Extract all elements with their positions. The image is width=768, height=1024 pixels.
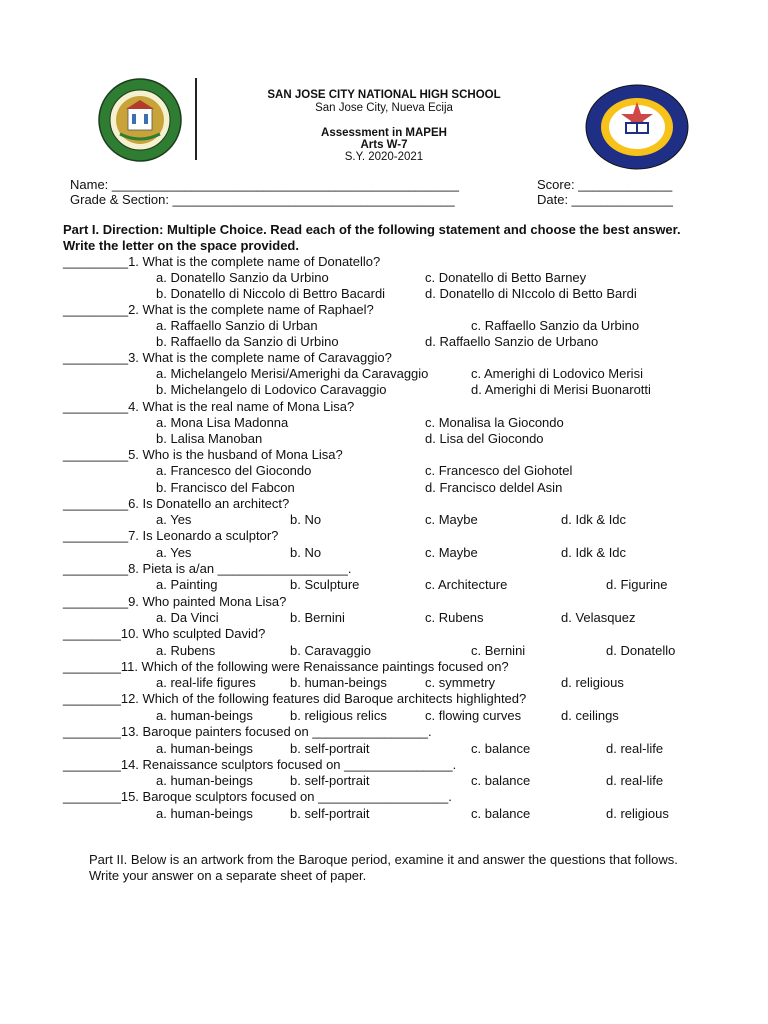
q12-option-b[interactable]: b. religious relics [290, 708, 387, 723]
question-2: _________2. What is the complete name of Raphael? [63, 302, 374, 317]
q6-option-b[interactable]: b. No [290, 512, 322, 527]
q8-option-c[interactable]: c. Architecture [425, 577, 508, 592]
q6-option-c[interactable]: c. Maybe [425, 512, 478, 527]
q10-option-d[interactable]: d. Donatello [606, 643, 676, 658]
q10-option-c[interactable]: c. Bernini [471, 643, 526, 658]
q2-option-c[interactable]: c. Raffaello Sanzio da Urbino [471, 318, 640, 333]
school-year: S.Y. 2020-2021 [344, 151, 424, 163]
q4-option-c[interactable]: c. Monalisa la Giocondo [425, 415, 564, 430]
q5-option-b[interactable]: b. Francisco del Fabcon [156, 480, 295, 495]
q14-option-b[interactable]: b. self-portrait [290, 773, 370, 788]
question-9: _________9. Who painted Mona Lisa? [63, 594, 287, 609]
question-10: ________10. Who sculpted David? [63, 626, 266, 641]
q2-option-b[interactable]: b. Raffaello da Sanzio di Urbino [156, 334, 339, 349]
q9-option-a[interactable]: a. Da Vinci [156, 610, 219, 625]
q9-option-c[interactable]: c. Rubens [425, 610, 484, 625]
question-6: _________6. Is Donatello an architect? [63, 496, 290, 511]
q1-option-b[interactable]: b. Donatello di Niccolo di Bettro Bacardi [156, 286, 386, 301]
q11-option-d[interactable]: d. religious [561, 675, 624, 690]
question-3: _________3. What is the complete name of Caravaggio? [63, 350, 392, 365]
q1-option-d[interactable]: d. Donatello di NIccolo di Betto Bardi [425, 286, 637, 301]
q9-option-b[interactable]: b. Bernini [290, 610, 345, 625]
q15-option-a[interactable]: a. human-beings [156, 806, 253, 821]
q5-option-a[interactable]: a. Francesco del Giocondo [156, 463, 312, 478]
q13-option-d[interactable]: d. real-life [606, 741, 664, 756]
q8-option-a[interactable]: a. Painting [156, 577, 218, 592]
q15-option-c[interactable]: c. balance [471, 806, 531, 821]
q15-option-b[interactable]: b. self-portrait [290, 806, 370, 821]
q12-option-a[interactable]: a. human-beings [156, 708, 253, 723]
q14-option-a[interactable]: a. human-beings [156, 773, 253, 788]
school-name: SAN JOSE CITY NATIONAL HIGH SCHOOL [267, 89, 501, 101]
q7-option-a[interactable]: a. Yes [156, 545, 192, 560]
grade-section-field[interactable]: Grade & Section: _______________________________________ [70, 192, 455, 207]
q15-option-d[interactable]: d. religious [606, 806, 669, 821]
score-field[interactable]: Score: _____________ [537, 177, 673, 192]
q3-option-d[interactable]: d. Amerighi di Merisi Buonarotti [471, 382, 651, 397]
q4-option-a[interactable]: a. Mona Lisa Madonna [156, 415, 289, 430]
q11-option-b[interactable]: b. human-beings [290, 675, 387, 690]
question-8: _________8. Pieta is a/an __________________. [63, 561, 352, 576]
question-12: ________12. Which of the following features did Baroque architects highlighted? [63, 691, 527, 706]
q10-option-a[interactable]: a. Rubens [156, 643, 216, 658]
question-15: ________15. Baroque sculptors focused on __________________. [63, 789, 452, 804]
q8-option-b[interactable]: b. Sculpture [290, 577, 360, 592]
q2-option-a[interactable]: a. Raffaello Sanzio di Urban [156, 318, 318, 333]
q4-option-b[interactable]: b. Lalisa Manoban [156, 431, 263, 446]
q11-option-a[interactable]: a. real-life figures [156, 675, 256, 690]
question-11: ________11. Which of the following were Renaissance paintings focused on? [63, 659, 509, 674]
q12-option-c[interactable]: c. flowing curves [425, 708, 522, 723]
q7-option-b[interactable]: b. No [290, 545, 322, 560]
q7-option-d[interactable]: d. Idk & Idc [561, 545, 627, 560]
question-1: _________1. What is the complete name of Donatello? [63, 254, 381, 269]
q11-option-c[interactable]: c. symmetry [425, 675, 496, 690]
q2-option-d[interactable]: d. Raffaello Sanzio de Urbano [425, 334, 599, 349]
part2-instructions: Part II. Below is an artwork from the Baroque period, examine it and answer the questions that follows. Write your answer on a separate sheet of paper. [89, 852, 678, 883]
date-field[interactable]: Date: ______________ [537, 192, 673, 207]
q1-option-a[interactable]: a. Donatello Sanzio da Urbino [156, 270, 329, 285]
q5-option-d[interactable]: d. Francisco deldel Asin [425, 480, 563, 495]
q5-option-c[interactable]: c. Francesco del Giohotel [425, 463, 573, 478]
part1-direction: Part I. Direction: Multiple Choice. Read each of the following statement and choose the best answer. Write the letter on the space provided. [63, 222, 681, 253]
school-location: San Jose City, Nueva Ecija [315, 102, 453, 114]
q13-option-b[interactable]: b. self-portrait [290, 741, 370, 756]
q3-option-c[interactable]: c. Amerighi di Lodovico Merisi [471, 366, 643, 381]
assessment-title: Assessment in MAPEH [321, 127, 447, 139]
question-4: _________4. What is the real name of Mona Lisa? [63, 399, 355, 414]
q1-option-c[interactable]: c. Donatello di Betto Barney [425, 270, 587, 285]
q7-option-c[interactable]: c. Maybe [425, 545, 478, 560]
question-5: _________5. Who is the husband of Mona Lisa? [63, 447, 343, 462]
q3-option-a[interactable]: a. Michelangelo Merisi/Amerighi da Caravaggio [156, 366, 429, 381]
question-7: _________7. Is Leonardo a sculptor? [63, 528, 279, 543]
subject-title: Arts W-7 [360, 139, 408, 151]
q13-option-a[interactable]: a. human-beings [156, 741, 253, 756]
q10-option-b[interactable]: b. Caravaggio [290, 643, 371, 658]
q6-option-d[interactable]: d. Idk & Idc [561, 512, 627, 527]
name-field[interactable]: Name: ________________________________________________ [70, 177, 459, 192]
q6-option-a[interactable]: a. Yes [156, 512, 192, 527]
question-13: ________13. Baroque painters focused on ________________. [63, 724, 432, 739]
q9-option-d[interactable]: d. Velasquez [561, 610, 636, 625]
q14-option-d[interactable]: d. real-life [606, 773, 664, 788]
q12-option-d[interactable]: d. ceilings [561, 708, 619, 723]
q14-option-c[interactable]: c. balance [471, 773, 531, 788]
q4-option-d[interactable]: d. Lisa del Giocondo [425, 431, 544, 446]
question-14: ________14. Renaissance sculptors focused on _______________. [63, 757, 457, 772]
q8-option-d[interactable]: d. Figurine [606, 577, 668, 592]
q3-option-b[interactable]: b. Michelangelo di Lodovico Caravaggio [156, 382, 387, 397]
q13-option-c[interactable]: c. balance [471, 741, 531, 756]
